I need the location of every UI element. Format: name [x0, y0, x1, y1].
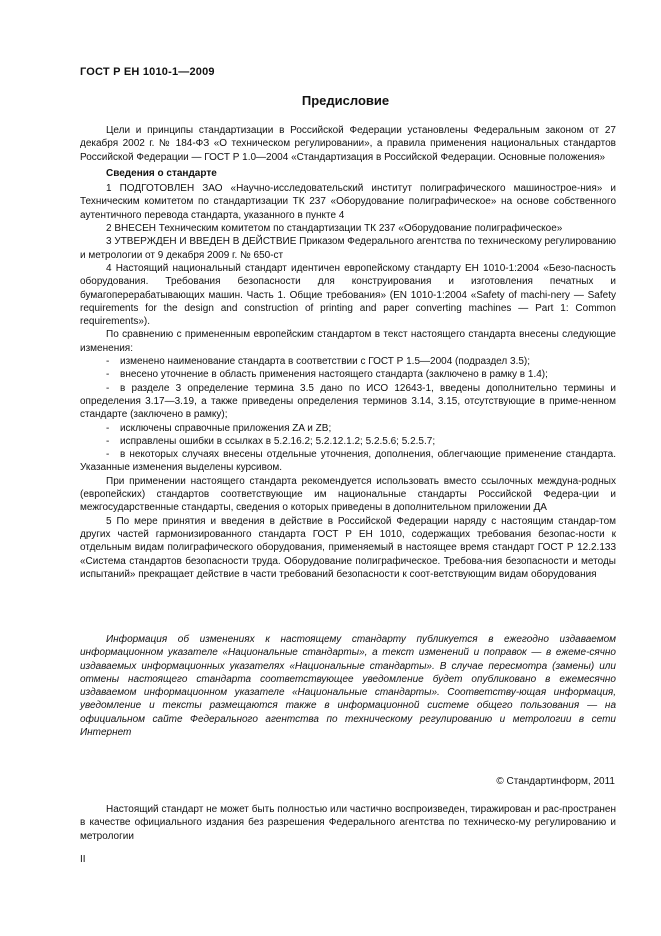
amendments-info: Информация об изменениях к настоящему стандарту публикуется в ежегодно издаваемом информационном указателе «Национальные стандарты», а текст изменений и поправок — в ежеме-сячно издаваемых информационных указателях «Национальные стандарты». В случае пересмотра (замены) или отмены настоящего стандарта соответствующее уведомление будет опубликовано в ежемесячно издаваемом информационном указателе «Национальные стандарты». Соответству-ющая информация, уведомление и тексты размещаются также в информационной системе общего пользования — на официальном сайте Федерального агентства по техническому регулированию и метрологии в сети Интернет: [80, 634, 616, 739]
change-item: - внесено уточнение в область применения настоящего стандарта (заключено в рамку в 1.4);: [106, 369, 548, 381]
page-number: II: [80, 854, 86, 865]
item-3: 3 УТВЕРЖДЕН И ВВЕДЕН В ДЕЙСТВИЕ Приказом Федерального агентства по техническому регулированию и метрологии от 9 декабря 2009 г. № 650-ст: [80, 236, 616, 261]
item-4: 4 Настоящий национальный стандарт идентичен европейскому стандарту ЕН 1010-1:2004 «Безо-пасность оборудования. Требования безопасности для конструирования и изготовления печатных и бумагоперерабатывающих машин. Часть 1. Общие требования» (EN 1010-1:2004 «Safety of machi-nery — Safety requirements for the design and construction of printing and paper converting machines — Part 1: Common requirements»).: [80, 262, 616, 328]
page-title: Предисловие: [301, 93, 390, 108]
info-heading: Сведения о стандарте: [106, 167, 217, 179]
item-1: 1 ПОДГОТОВЛЕН ЗАО «Научно-исследовательский институт полиграфического машинострое-ния» и Техническим комитетом по стандартизации ТК 237 «Оборудование полиграфическое» на основе собственного аутентичного перевода стандарта, указанного в пункте 4: [80, 183, 616, 221]
change-item: - в некоторых случаях внесены отдельные уточнения, дополнения, облегчающие применение стандарта. Указанные изменения выделены курсивом.: [80, 449, 616, 474]
reproduction-notice: Настоящий стандарт не может быть полностью или частично воспроизведен, тиражирован и рас-пространен в качестве официального издания без разрешения Федерального агентства по техническо-му регулированию и метрологии: [80, 804, 616, 842]
foreword-content: [80, 124, 616, 581]
intro-paragraph: Цели и принципы стандартизации в Российской Федерации установлены Федеральным законом от 27 декабря 2002 г. № 184-ФЗ «О техническом регулировании», а правила применения национальных стандартов Российской Федерации — ГОСТ Р 1.0—2004 «Стандартизация в Российской Федерации. Основные положения»: [80, 125, 616, 163]
change-item: - в разделе 3 определение термина 3.5 дано по ИСО 12643-1, введены дополнительно термины и определения 3.17—3.19, а также приведены определения терминов 3.14, 3.15, отсутствующие в приме-ненном стандарте (заключено в рамку);: [80, 382, 616, 421]
change-item: - исключены справочные приложения ZA и ZB;: [106, 422, 332, 434]
document-header: ГОСТ Р ЕН 1010-1—2009: [80, 66, 215, 78]
item-5: 5 По мере принятия и введения в действие в Российской Федерации наряду с настоящим стандар-том других частей гармонизированного стандарта ГОСТ Р ЕН 1010, содержащих требования безопас-ности к отдельным видам полиграфического оборудования, применяемый в настоящее время стандарт ГОСТ Р 12.2.133 «Система стандартов безопасности труда. Оборудование полиграфическое. Требова-ния безопасности и методы испытаний» прекращает действие в части требований безопасности к соот-ветствующим видам оборудования: [80, 515, 616, 580]
references-note: При применении настоящего стандарта рекомендуется использовать вместо ссылочных междуна-родных (европейских) стандартов соответствующие им национальные стандарты Российской Федера-ции и межгосударственные стандарты, сведения о которых приведены в дополнительном приложении ДА: [80, 475, 616, 514]
copyright: © Стандартинформ, 2011: [496, 776, 615, 787]
item-2: 2 ВНЕСЕН Техническим комитетом по стандартизации ТК 237 «Оборудование полиграфическое»: [106, 223, 563, 235]
comparison-intro: По сравнению с примененным европейским стандартом в текст настоящего стандарта внесены следующие изменения:: [80, 329, 616, 354]
change-item: - изменено наименование стандарта в соответствии с ГОСТ Р 1.5—2004 (подраздел 3.5);: [106, 356, 531, 368]
change-item: - исправлены ошибки в ссылках в 5.2.16.2; 5.2.12.1.2; 5.2.5.6; 5.2.5.7;: [106, 435, 436, 447]
